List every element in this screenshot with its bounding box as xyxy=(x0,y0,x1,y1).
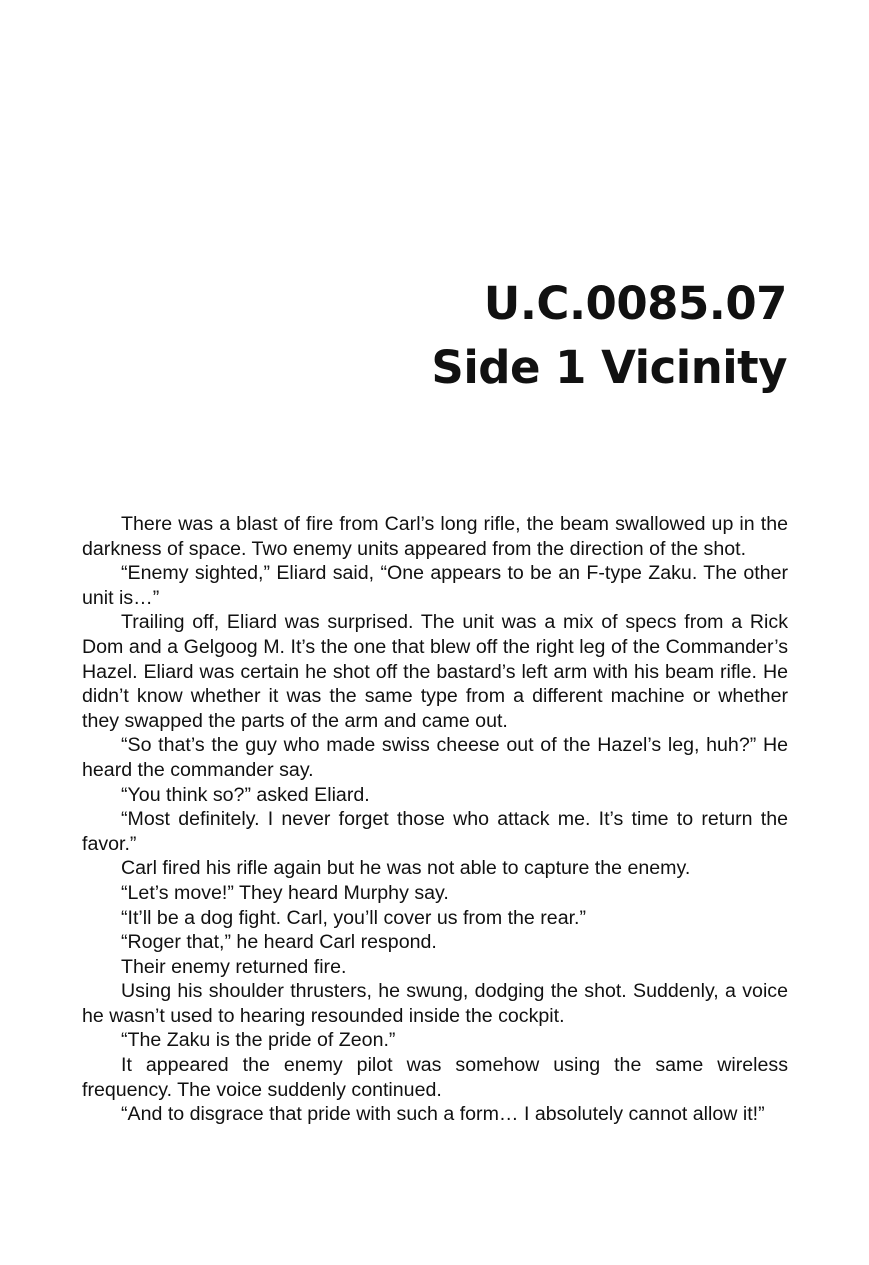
chapter-date: U.C.0085.07 xyxy=(483,277,787,330)
paragraph: “So that’s the guy who made swiss cheese out of the Hazel’s leg, huh?” He heard the commander say. xyxy=(82,734,788,781)
paragraph: Trailing off, Eliard was surprised. The unit was a mix of specs from a Rick Dom and a Gelgoog M. It’s the one that blew off the right leg of the Commander’s Hazel. Eliard was certain he shot off the bastard’s left arm with his beam rifle. He didn’t know whether it was the same type from a different machine or whether they swapped the parts of the arm and came out. xyxy=(82,611,788,732)
paragraph: It appeared the enemy pilot was somehow using the same wireless frequency. The voice suddenly continued. xyxy=(82,1054,788,1101)
paragraph: “It’ll be a dog fight. Carl, you’ll cover us from the rear.” xyxy=(121,906,586,929)
paragraph: “The Zaku is the pride of Zeon.” xyxy=(121,1029,396,1052)
paragraph: “Let’s move!” They heard Murphy say. xyxy=(121,881,449,904)
paragraph: “You think so?” asked Eliard. xyxy=(121,783,370,806)
paragraph: Carl fired his rifle again but he was not able to capture the enemy. xyxy=(121,857,691,880)
paragraph: “Enemy sighted,” Eliard said, “One appears to be an F-type Zaku. The other unit is…” xyxy=(82,562,788,609)
chapter-location: Side 1 Vicinity xyxy=(431,341,787,394)
paragraph: Their enemy returned fire. xyxy=(121,955,347,978)
paragraph: “Most definitely. I never forget those who attack me. It’s time to return the favor.” xyxy=(82,808,788,855)
paragraph: Using his shoulder thrusters, he swung, dodging the shot. Suddenly, a voice he wasn’t used to hearing resounded inside the cockpit. xyxy=(82,980,788,1027)
paragraph: “And to disgrace that pride with such a form… I absolutely cannot allow it!” xyxy=(121,1103,765,1126)
paragraph: There was a blast of fire from Carl’s long rifle, the beam swallowed up in the darkness of space. Two enemy units appeared from the direction of the shot. xyxy=(82,513,788,560)
story-text xyxy=(82,512,788,1127)
paragraph: “Roger that,” he heard Carl respond. xyxy=(121,931,437,954)
chapter-heading xyxy=(431,272,787,400)
